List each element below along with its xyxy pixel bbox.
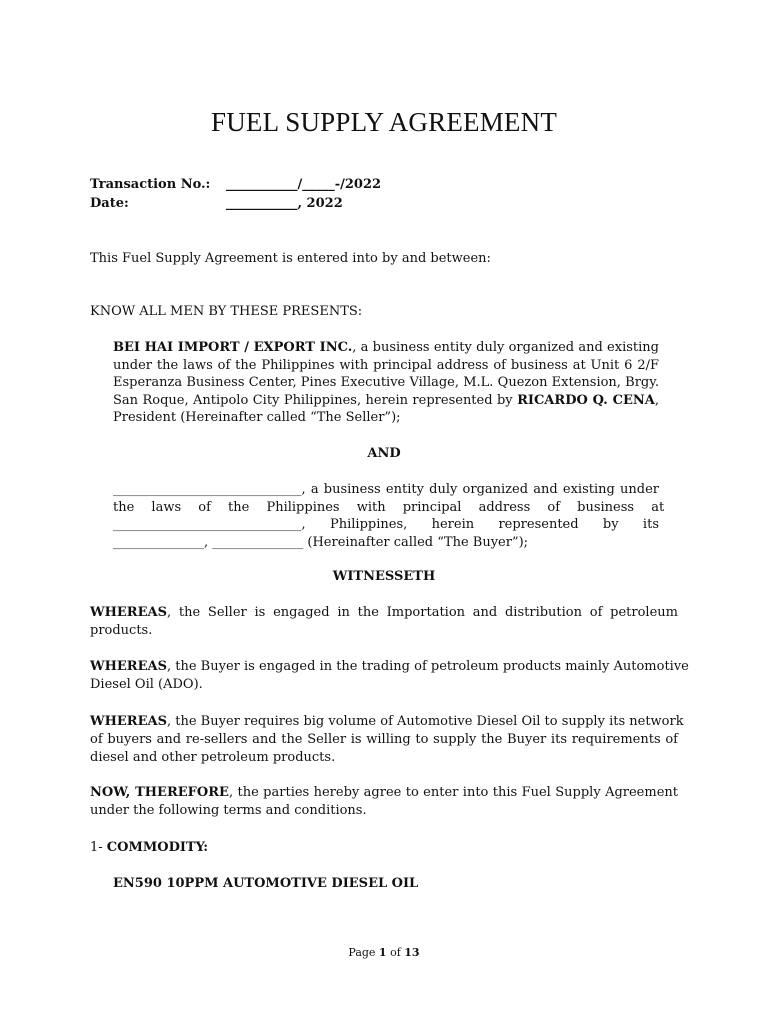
now-therefore: NOW, THEREFORE, the parties hereby agree to enter into this Fuel Supply Agreement under the following terms and conditions. [90, 785, 678, 818]
witnesseth-heading: WITNESSETH [332, 569, 436, 584]
page-current: 1 [378, 946, 387, 959]
seller-line-3: Esperanza Business Center, Pines Executive Village, M.L. Quezon Extension, Brgy. [113, 375, 659, 390]
document-title: FUEL SUPPLY AGREEMENT [210, 107, 558, 137]
seller-paragraph [113, 339, 659, 427]
buyer-line-1: _____________________________, a business entity duly organized and existing under [113, 482, 659, 497]
page-total: 13 [404, 946, 420, 959]
seller-line-1: BEI HAI IMPORT / EXPORT INC., a business entity duly organized and existing [113, 340, 659, 355]
date-label: Date: [90, 196, 129, 211]
buyer-paragraph [113, 481, 665, 551]
page-footer: Page 1 of 13 [348, 946, 420, 959]
buyer-line-3: _____________________________, Philippines, herein represented by its [113, 517, 659, 532]
transaction-value: ___________/_____-/2022 [226, 177, 382, 192]
seller-line-5: President (Hereinafter called “The Seller”); [113, 410, 401, 425]
seller-line-2: under the laws of the Philippines with principal address of business at Unit 6 2/F [113, 357, 659, 373]
know-all-heading: KNOW ALL MEN BY THESE PRESENTS: [90, 304, 363, 319]
intro-text: This Fuel Supply Agreement is entered into by and between: [90, 251, 491, 266]
seller-name: BEI HAI IMPORT / EXPORT INC. [113, 340, 353, 355]
buyer-line-2: the laws of the Philippines with principal address of business at [113, 499, 665, 515]
whereas-2: WHEREAS, the Buyer is engaged in the trading of petroleum products mainly Automotive Diesel Oil (ADO). [90, 659, 689, 692]
whereas-3: WHEREAS, the Buyer requires big volume of Automotive Diesel Oil to supply its network of buyers and re-sellers and the Seller is willing to supply the Buyer its requirements of diesel and other petroleum products. [90, 714, 684, 765]
seller-line-4: San Roque, Antipolo City Philippines, herein represented by RICARDO Q. CENA, [113, 392, 660, 408]
whereas-1: WHEREAS, the Seller is engaged in the Importation and distribution of petroleum products. [90, 605, 678, 638]
buyer-line-4: ______________, ______________ (Hereinafter called “The Buyer”); [113, 534, 529, 550]
section-1-heading: 1- COMMODITY: [90, 840, 209, 855]
transaction-label: Transaction No.: [90, 177, 211, 192]
date-value: ___________, 2022 [226, 196, 343, 211]
and-heading: AND [367, 446, 401, 461]
commodity-name: EN590 10PPM AUTOMOTIVE DIESEL OIL [113, 876, 419, 891]
seller-representative: RICARDO Q. CENA [517, 392, 655, 408]
